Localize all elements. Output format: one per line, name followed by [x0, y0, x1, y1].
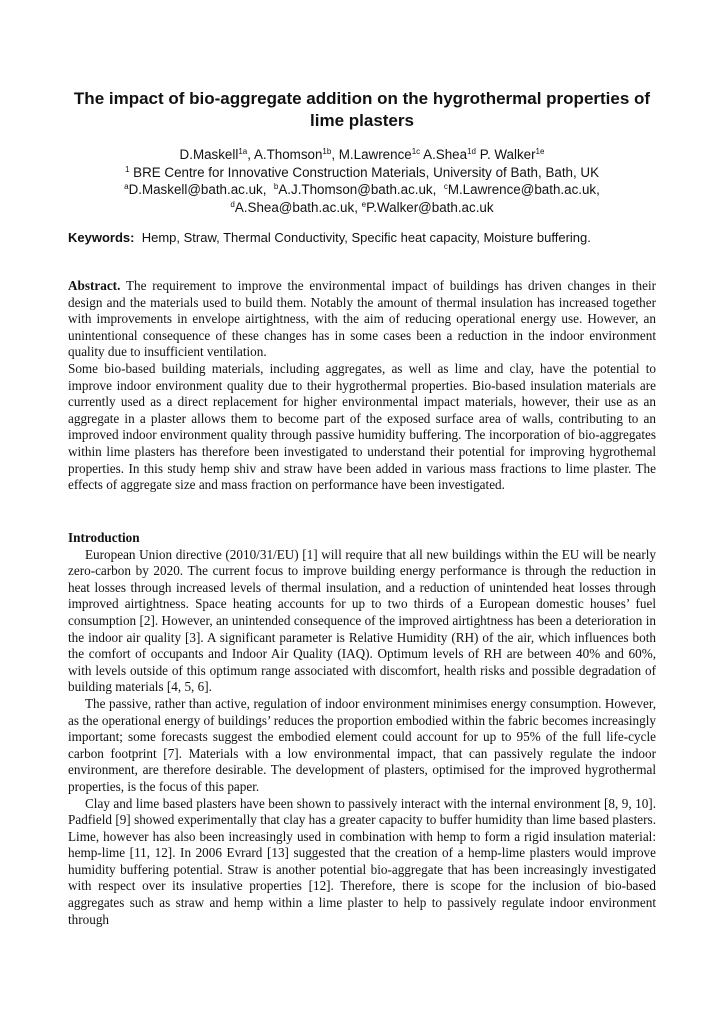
email-line: $^d$A.Shea@bath.ac.uk, $^e$P.Walker@bath.ac.uk — [230, 199, 494, 215]
paper-title: The impact of bio-aggregate addition on the hygrothermal properties of lime plasters — [73, 89, 651, 130]
email-link[interactable]: A.Shea@bath.ac.uk — [234, 199, 355, 215]
body-paragraph: Clay and lime based plasters have been shown to passively interact with the internal environment [8, 9, 10]. Padfield [9] showed experimentally that clay has a greater capacity to buffer humidity than lime based plasters. Lime, however has also been increasingly used in combination with hemp to form a rigid insulation material: hemp-lime [11, 12]. In 2006 Evrard [13] suggested that the creation of a hemp-lime plasters would improve humidity buffering potential. Straw is another potential bio-aggregate that has been increasingly investigated with respect over its insulative properties [12]. Therefore, there is scope for the inclusion of bio-based aggregates such as straw and hemp within a lime plaster to help to passively regulate indoor environment through — [68, 795, 656, 927]
author-line: D.Maskell$^{1a}$, A.Thomson$^{1b}$, M.Lawrence$^{1c}$ A.Shea$^{1d}$ P. Walker$^{1e}$ — [179, 147, 545, 162]
email-link[interactable]: D.Maskell@bath.ac.uk — [128, 182, 263, 197]
abstract-label: Abstract. — [68, 278, 121, 293]
email-link[interactable]: P.Walker@bath.ac.uk — [366, 199, 494, 215]
author-name: A.Thomson — [253, 147, 323, 162]
author-name: M.Lawrence — [338, 147, 412, 162]
author-sup: 1e — [535, 147, 545, 156]
email-link[interactable]: A.J.Thomson@bath.ac.uk — [278, 182, 433, 197]
email-sup: e — [361, 199, 367, 209]
author-sup: 1c — [411, 147, 421, 156]
author-sup: 1d — [467, 147, 476, 156]
keywords-text: Hemp, Straw, Thermal Conductivity, Specific heat capacity, Moisture buffering. — [141, 230, 591, 245]
abstract-paragraph: Some bio-based building materials, including aggregates, as well as lime and clay, have the potential to improve indoor environment quality due to their hygrothermal properties. Bio-based insulation materials are currently used as a direct replacement for higher environmental impact materials, however, their use as an aggregate in a plaster allows them to become part of the exposed surface area of walls, contributing to an improved indoor environment quality through passive humidity buffering. The incorporation of bio-aggregates within lime plasters has therefore been investigated to understand their potential for improving hygrothemal properties. In this study hemp shiv and straw have been added in various mass fractions to lime plaster. The effects of aggregate size and mass fraction on performance have been investigated. — [68, 360, 656, 493]
email-sup: b — [273, 182, 279, 191]
email-sup: d — [230, 199, 235, 209]
email-line: $^a$D.Maskell@bath.ac.uk, $^b$A.J.Thomson@bath.ac.uk, $^c$M.Lawrence@bath.ac.uk, — [124, 182, 600, 197]
abstract-text: The requirement to improve the environmental impact of buildings has driven changes in their design and the materials used to build them. Notably the amount of thermal insulation has increased together with improvements in envelope airtightness, with the aim of reducing operational energy use. However, an unintentional consequence of these changes has in some cases been a reduction in the indoor environment quality due to insufficient ventilation. — [68, 278, 657, 360]
email-sup: c — [443, 182, 448, 191]
author-name: A.Shea — [423, 147, 468, 162]
abstract-paragraph — [68, 278, 656, 361]
author-name: P. Walker — [479, 147, 536, 162]
section-heading: Introduction — [68, 530, 140, 545]
email-link[interactable]: M.Lawrence@bath.ac.uk — [447, 182, 597, 197]
body-paragraph: The passive, rather than active, regulation of indoor environment minimises energy consumption. However, as the operational energy of buildings’ reduces the proportion embodied within the fabric becomes increasingly important; some forecasts suggest the embodied element could account for up to 95% of the full life-cycle carbon footprint [7]. Materials with a low environmental impact, that can passively regulate the indoor environment, are therefore desirable. The development of plasters, optimised for the improved hygrothermal properties, is the focus of this paper. — [68, 695, 656, 794]
author-sup: 1a — [238, 147, 248, 156]
body-paragraph: European Union directive (2010/31/EU) [1] will require that all new buildings within the EU will be nearly zero-carbon by 2020. The current focus to improve building energy performance is through the reduction in heat losses through increased levels of thermal insulation, and a reduction of unintended heat losses through improved airtightness. Space heating accounts for up to two thirds of a European domestic houses’ fuel consumption [2]. However, an unintended consequence of the improved airtightness has been a deterioration in the indoor air quality [3]. A significant parameter is Relative Humidity (RH) of the air, which influences both the comfort of occupants and Indoor Air Quality (IAQ). Optimum levels of RH are between 40% and 60%, with levels outside of this optimum range associated with discomfort, health risks and possible degradation of building materials [4, 5, 6]. — [68, 546, 656, 695]
keywords-label: Keywords: — [68, 230, 135, 245]
affiliation-sup: 1 — [124, 164, 130, 174]
email-sup: a — [124, 182, 129, 191]
introduction-section — [68, 530, 656, 928]
author-block — [68, 146, 656, 216]
author-sup: 1b — [322, 147, 332, 156]
affiliation-line — [68, 164, 656, 182]
author-name: D.Maskell — [179, 147, 239, 162]
abstract-section — [68, 278, 656, 494]
affiliation-text: BRE Centre for Innovative Construction Materials, University of Bath, Bath, UK — [133, 164, 600, 180]
keywords-section — [68, 229, 656, 246]
